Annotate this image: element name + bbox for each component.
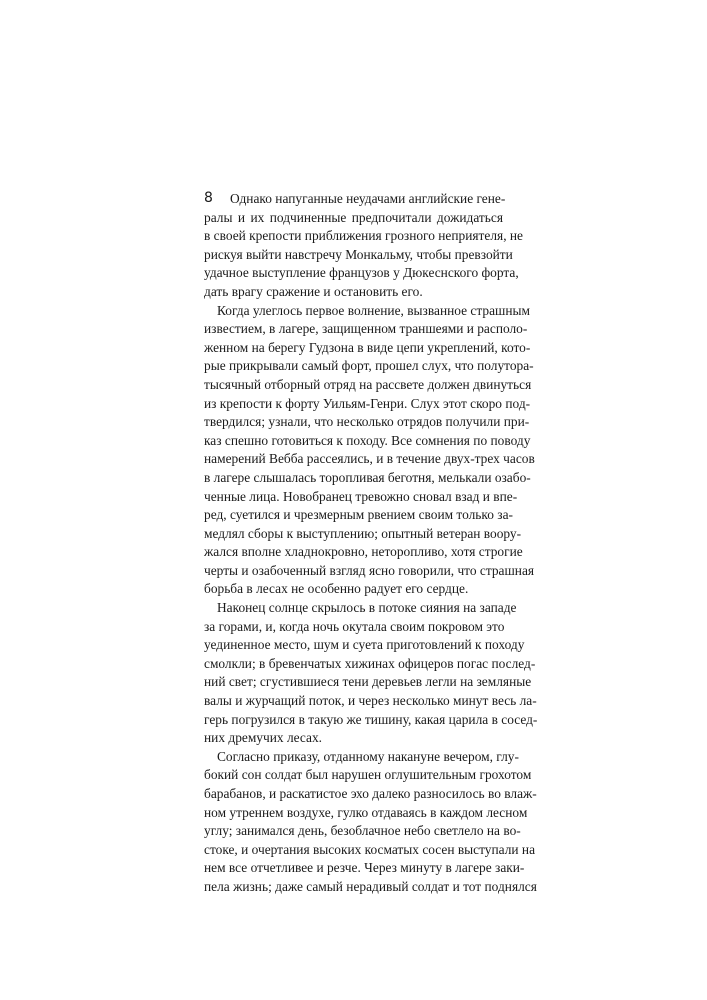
text-line: тысячный отборный отряд на рассвете должен двинуться — [204, 376, 532, 392]
text-line: Когда улеглось первое волнение, вызванное страшным — [217, 302, 530, 318]
text-line: твердился; узнали, что несколько отрядов получили при- — [204, 414, 530, 430]
text-line: борьба в лесах не особенно радует его сердце. — [204, 581, 469, 597]
text-line: углу; занимался день, безоблачное небо светлело на во- — [204, 823, 521, 839]
text-line: женном на берегу Гудзона в виде цепи укреплений, кото- — [204, 339, 531, 355]
text-line: нем все отчетливее и резче. Через минуту в лагере заки- — [204, 860, 525, 876]
paragraph — [204, 748, 537, 897]
text-line: пела жизнь; даже самый нерадивый солдат и тот поднялся — [204, 878, 537, 894]
text-line: них дремучих лесах. — [204, 730, 322, 746]
text-line: ралы и их подчиненные предпочитали дожидаться — [204, 209, 503, 225]
text-line: ном утреннем воздухе, гулко отдаваясь в каждом лесном — [204, 804, 528, 820]
text-line: дать врагу сражение и остановить его. — [204, 283, 423, 299]
page-number: 8 — [204, 190, 213, 206]
text-line: медлял сборы к выступлению; опытный ветеран воору- — [204, 525, 522, 541]
paragraph — [204, 599, 538, 748]
text-line: черты и озабоченный взгляд ясно говорили, что страшная — [204, 562, 535, 578]
text-line: Однако напуганные неудачами английские гене- — [230, 191, 506, 206]
text-line: удачное выступление французов у Дюкеснского форта, — [204, 265, 519, 281]
text-line: смолкли; в бревенчатых хижинах офицеров погас послед- — [204, 655, 536, 671]
text-line: из крепости к форту Уильям-Генри. Слух этот скоро под- — [204, 395, 531, 411]
text-line: стоке, и очертания высоких косматых сосен выступали на — [204, 841, 536, 857]
text-line: Наконец солнце скрылось в потоке сияния на западе — [217, 600, 517, 616]
text-line: намерений Вебба рассеялись, и в течение двух-трех часов — [204, 451, 535, 467]
text-line: валы и журчащий поток, и через несколько минут весь ла- — [204, 693, 537, 709]
text-line: Согласно приказу, отданному накануне вечером, глу- — [217, 748, 519, 764]
text-block — [204, 190, 538, 897]
text-line: в лагере слышалась торопливая беготня, мелькали озабо- — [204, 469, 531, 485]
text-line: каз спешно готовиться к походу. Все сомнения по поводу — [204, 432, 531, 448]
text-line: ред, суетился и чрезмерным рвением своим только за- — [204, 507, 513, 523]
text-line: герь погрузился в такую же тишину, какая царила в сосед- — [204, 711, 538, 727]
text-line: в своей крепости приближения грозного неприятеля, не — [204, 228, 523, 244]
text-line: рискуя выйти навстречу Монкальму, чтобы превзойти — [204, 246, 513, 262]
text-line: ний свет; сгустившиеся тени деревьев легли на земляные — [204, 674, 532, 690]
text-line: уединенное место, шум и суета приготовлений к походу — [204, 637, 525, 653]
text-line: бокий сон солдат был нарушен оглушительным грохотом — [204, 767, 532, 783]
paragraph — [204, 302, 535, 600]
text-line: барабанов, и раскатистое эхо далеко разносилось во влаж- — [204, 786, 537, 801]
text-line: известием, в лагере, защищенном траншеями и располо- — [204, 321, 528, 337]
text-line: рые прикрывали самый форт, прошел слух, что полутора- — [204, 358, 534, 374]
text-line: за горами, и, когда ночь окутала своим покровом это — [204, 618, 505, 634]
paragraph — [204, 190, 523, 302]
text-line: жался вполне хладнокровно, неторопливо, хотя строгие — [204, 544, 523, 560]
text-line: ченные лица. Новобранец тревожно сновал взад и впе- — [204, 488, 518, 504]
